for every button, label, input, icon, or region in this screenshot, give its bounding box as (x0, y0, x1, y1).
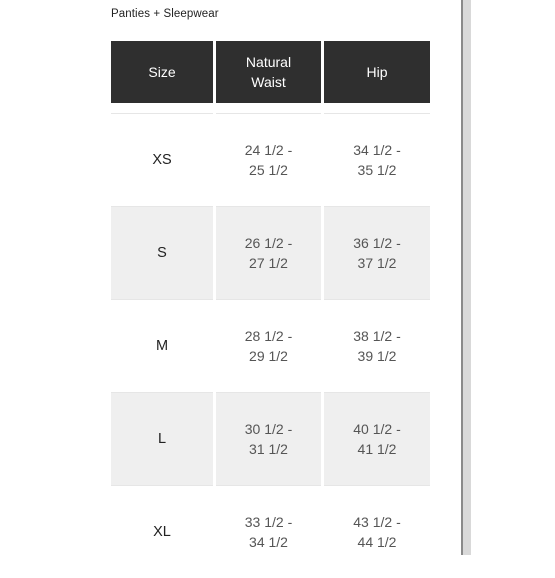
table-row (111, 392, 430, 485)
section-title: Panties + Sleepwear (111, 8, 219, 20)
header-size: Size (111, 41, 213, 103)
size-cell: XL (111, 485, 213, 578)
size-cell: XS (111, 113, 213, 206)
header-hip: Hip (324, 41, 430, 103)
hip-cell: 40 1/2 - 41 1/2 (324, 392, 430, 485)
hip-cell: 43 1/2 - 44 1/2 (324, 485, 430, 578)
waist-cell: 26 1/2 - 27 1/2 (216, 206, 321, 299)
hip-cell: 36 1/2 - 37 1/2 (324, 206, 430, 299)
size-chart-table (108, 41, 433, 578)
waist-cell: 28 1/2 - 29 1/2 (216, 299, 321, 392)
hip-cell: 34 1/2 - 35 1/2 (324, 113, 430, 206)
hip-cell: 38 1/2 - 39 1/2 (324, 299, 430, 392)
scrollbar-edge (461, 0, 463, 555)
table-row (111, 113, 430, 206)
table-header-row (111, 41, 430, 103)
size-cell: L (111, 392, 213, 485)
size-cell: S (111, 206, 213, 299)
waist-cell: 30 1/2 - 31 1/2 (216, 392, 321, 485)
table-row (111, 299, 430, 392)
table-row (111, 206, 430, 299)
table-row (111, 485, 430, 578)
waist-cell: 33 1/2 - 34 1/2 (216, 485, 321, 578)
header-natural-waist: Natural Waist (216, 41, 321, 103)
waist-cell: 24 1/2 - 25 1/2 (216, 113, 321, 206)
left-margin (0, 0, 88, 555)
size-cell: M (111, 299, 213, 392)
right-margin (471, 0, 555, 555)
